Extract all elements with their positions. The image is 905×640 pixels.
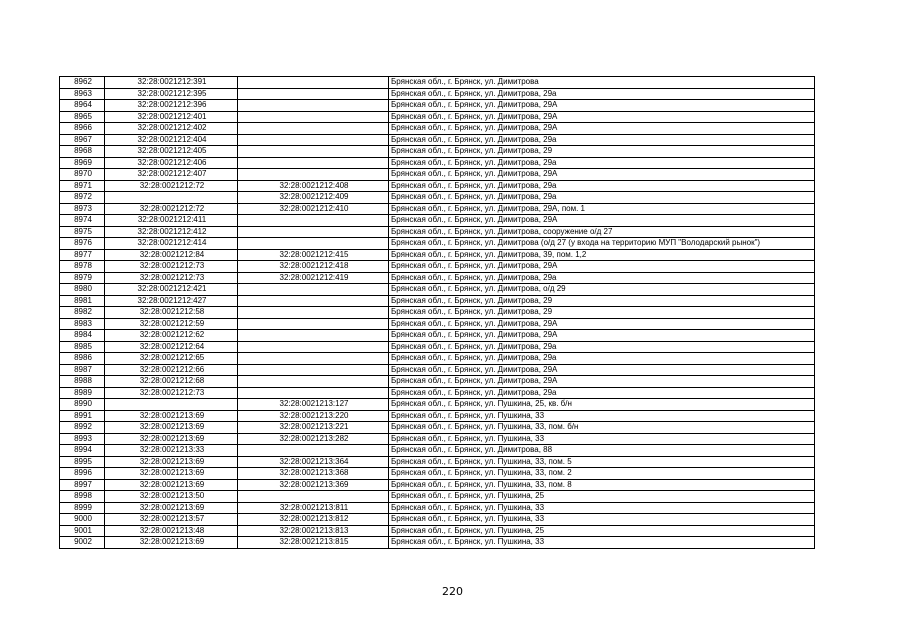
- address-cell: Брянская обл., г. Брянск, ул. Димитрова, 29А: [389, 364, 815, 376]
- row-number-cell: 8971: [60, 180, 105, 192]
- parent-cadastral-number-cell: [238, 364, 389, 376]
- parent-cadastral-number-cell: [238, 88, 389, 100]
- row-number-cell: 9000: [60, 514, 105, 526]
- row-number-cell: 8998: [60, 491, 105, 503]
- cadastral-number-cell: 32:28:0021212:404: [105, 134, 238, 146]
- row-number-cell: 9002: [60, 537, 105, 549]
- parent-cadastral-number-cell: [238, 318, 389, 330]
- row-number-cell: 8981: [60, 295, 105, 307]
- row-number-cell: 8987: [60, 364, 105, 376]
- cadastral-number-cell: 32:28:0021212:402: [105, 123, 238, 135]
- table-row: [60, 330, 815, 342]
- address-cell: Брянская обл., г. Брянск, ул. Пушкина, 33, пом. 8: [389, 479, 815, 491]
- cadastral-number-cell: 32:28:0021213:69: [105, 468, 238, 480]
- address-cell: Брянская обл., г. Брянск, ул. Димитрова, 39, пом. 1,2: [389, 249, 815, 261]
- cadastral-number-cell: 32:28:0021213:33: [105, 445, 238, 457]
- table-row: [60, 341, 815, 353]
- address-cell: Брянская обл., г. Брянск, ул. Димитрова, 29А: [389, 261, 815, 273]
- table-row: [60, 456, 815, 468]
- address-cell: Брянская обл., г. Брянск, ул. Пушкина, 33, пом. 2: [389, 468, 815, 480]
- address-cell: Брянская обл., г. Брянск, ул. Пушкина, 33: [389, 433, 815, 445]
- table-row: [60, 88, 815, 100]
- address-cell: Брянская обл., г. Брянск, ул. Димитрова, 29А: [389, 123, 815, 135]
- parent-cadastral-number-cell: [238, 491, 389, 503]
- parent-cadastral-number-cell: 32:28:0021213:364: [238, 456, 389, 468]
- parent-cadastral-number-cell: 32:28:0021212:418: [238, 261, 389, 273]
- cadastral-number-cell: 32:28:0021213:48: [105, 525, 238, 537]
- table-row: [60, 376, 815, 388]
- address-cell: Брянская обл., г. Брянск, ул. Димитрова, 88: [389, 445, 815, 457]
- parent-cadastral-number-cell: 32:28:0021213:368: [238, 468, 389, 480]
- address-cell: Брянская обл., г. Брянск, ул. Пушкина, 33, пом. б/н: [389, 422, 815, 434]
- table-row: [60, 123, 815, 135]
- row-number-cell: 8982: [60, 307, 105, 319]
- row-number-cell: 8963: [60, 88, 105, 100]
- table-row: [60, 203, 815, 215]
- cadastral-number-cell: 32:28:0021212:421: [105, 284, 238, 296]
- address-cell: Брянская обл., г. Брянск, ул. Пушкина, 25: [389, 525, 815, 537]
- parent-cadastral-number-cell: [238, 341, 389, 353]
- table-row: [60, 192, 815, 204]
- table-row: [60, 491, 815, 503]
- row-number-cell: 8999: [60, 502, 105, 514]
- parent-cadastral-number-cell: [238, 100, 389, 112]
- cadastral-number-cell: 32:28:0021212:59: [105, 318, 238, 330]
- cadastral-number-cell: 32:28:0021212:68: [105, 376, 238, 388]
- row-number-cell: 8969: [60, 157, 105, 169]
- parent-cadastral-number-cell: [238, 123, 389, 135]
- address-cell: Брянская обл., г. Брянск, ул. Димитрова, 29а: [389, 353, 815, 365]
- table-row: [60, 387, 815, 399]
- address-cell: Брянская обл., г. Брянск, ул. Димитрова, 29а: [389, 341, 815, 353]
- address-cell: Брянская обл., г. Брянск, ул. Пушкина, 33: [389, 502, 815, 514]
- row-number-cell: 8994: [60, 445, 105, 457]
- address-cell: Брянская обл., г. Брянск, ул. Димитрова, 29А: [389, 169, 815, 181]
- table-row: [60, 422, 815, 434]
- address-cell: Брянская обл., г. Брянск, ул. Димитрова, 29а: [389, 272, 815, 284]
- cadastral-number-cell: 32:28:0021212:72: [105, 203, 238, 215]
- row-number-cell: 8973: [60, 203, 105, 215]
- row-number-cell: 9001: [60, 525, 105, 537]
- cadastral-number-cell: 32:28:0021212:407: [105, 169, 238, 181]
- row-number-cell: 8967: [60, 134, 105, 146]
- address-cell: Брянская обл., г. Брянск, ул. Димитрова, 29: [389, 307, 815, 319]
- parent-cadastral-number-cell: [238, 387, 389, 399]
- table-row: [60, 525, 815, 537]
- address-cell: Брянская обл., г. Брянск, ул. Димитрова, 29: [389, 295, 815, 307]
- table-row: [60, 445, 815, 457]
- cadastral-number-cell: [105, 192, 238, 204]
- cadastral-number-cell: 32:28:0021212:406: [105, 157, 238, 169]
- cadastral-number-cell: 32:28:0021212:58: [105, 307, 238, 319]
- table-row: [60, 249, 815, 261]
- row-number-cell: 8978: [60, 261, 105, 273]
- parent-cadastral-number-cell: 32:28:0021213:815: [238, 537, 389, 549]
- table-row: [60, 284, 815, 296]
- address-cell: Брянская обл., г. Брянск, ул. Димитрова, 29А: [389, 330, 815, 342]
- table-row: [60, 272, 815, 284]
- address-cell: Брянская обл., г. Брянск, ул. Димитрова, 29А, пом. 1: [389, 203, 815, 215]
- row-number-cell: 8962: [60, 77, 105, 89]
- address-cell: Брянская обл., г. Брянск, ул. Димитрова, 29а: [389, 192, 815, 204]
- parent-cadastral-number-cell: 32:28:0021212:415: [238, 249, 389, 261]
- table-row: [60, 433, 815, 445]
- row-number-cell: 8975: [60, 226, 105, 238]
- row-number-cell: 8992: [60, 422, 105, 434]
- row-number-cell: 8976: [60, 238, 105, 250]
- row-number-cell: 8991: [60, 410, 105, 422]
- parent-cadastral-number-cell: 32:28:0021213:813: [238, 525, 389, 537]
- address-cell: Брянская обл., г. Брянск, ул. Димитрова, 29: [389, 146, 815, 158]
- parent-cadastral-number-cell: 32:28:0021213:127: [238, 399, 389, 411]
- address-cell: Брянская обл., г. Брянск, ул. Пушкина, 33: [389, 514, 815, 526]
- address-cell: Брянская обл., г. Брянск, ул. Пушкина, 33: [389, 410, 815, 422]
- cadastral-number-cell: 32:28:0021213:69: [105, 502, 238, 514]
- row-number-cell: 8983: [60, 318, 105, 330]
- parent-cadastral-number-cell: 32:28:0021212:409: [238, 192, 389, 204]
- cadastral-number-cell: 32:28:0021212:412: [105, 226, 238, 238]
- table-row: [60, 399, 815, 411]
- cadastral-number-cell: 32:28:0021212:414: [105, 238, 238, 250]
- parent-cadastral-number-cell: [238, 238, 389, 250]
- cadastral-number-cell: 32:28:0021212:405: [105, 146, 238, 158]
- row-number-cell: 8974: [60, 215, 105, 227]
- cadastral-number-cell: 32:28:0021212:65: [105, 353, 238, 365]
- cadastral-number-cell: 32:28:0021213:69: [105, 456, 238, 468]
- parent-cadastral-number-cell: [238, 215, 389, 227]
- row-number-cell: 8995: [60, 456, 105, 468]
- cadastral-number-cell: 32:28:0021213:57: [105, 514, 238, 526]
- cadastral-number-cell: 32:28:0021213:69: [105, 537, 238, 549]
- table-row: [60, 514, 815, 526]
- cadastral-number-cell: 32:28:0021212:401: [105, 111, 238, 123]
- table-row: [60, 502, 815, 514]
- address-cell: Брянская обл., г. Брянск, ул. Димитрова: [389, 77, 815, 89]
- parent-cadastral-number-cell: 32:28:0021212:408: [238, 180, 389, 192]
- parent-cadastral-number-cell: 32:28:0021213:812: [238, 514, 389, 526]
- table-row: [60, 215, 815, 227]
- cadastral-number-cell: 32:28:0021213:50: [105, 491, 238, 503]
- address-cell: Брянская обл., г. Брянск, ул. Димитрова, 29А: [389, 100, 815, 112]
- table-row: [60, 226, 815, 238]
- row-number-cell: 8986: [60, 353, 105, 365]
- parent-cadastral-number-cell: [238, 330, 389, 342]
- parent-cadastral-number-cell: [238, 295, 389, 307]
- parent-cadastral-number-cell: [238, 111, 389, 123]
- row-number-cell: 8993: [60, 433, 105, 445]
- parent-cadastral-number-cell: [238, 77, 389, 89]
- table-row: [60, 537, 815, 549]
- cadastral-number-cell: 32:28:0021212:73: [105, 272, 238, 284]
- row-number-cell: 8984: [60, 330, 105, 342]
- table-row: [60, 479, 815, 491]
- row-number-cell: 8968: [60, 146, 105, 158]
- table-row: [60, 295, 815, 307]
- table-row: [60, 353, 815, 365]
- cadastral-number-cell: 32:28:0021212:396: [105, 100, 238, 112]
- page-number: 220: [442, 585, 463, 598]
- row-number-cell: 8979: [60, 272, 105, 284]
- cadastral-number-cell: 32:28:0021213:69: [105, 410, 238, 422]
- parent-cadastral-number-cell: [238, 353, 389, 365]
- address-cell: Брянская обл., г. Брянск, ул. Пушкина, 25: [389, 491, 815, 503]
- row-number-cell: 8972: [60, 192, 105, 204]
- table-row: [60, 157, 815, 169]
- row-number-cell: 8980: [60, 284, 105, 296]
- cadastral-number-cell: 32:28:0021213:69: [105, 479, 238, 491]
- table-row: [60, 134, 815, 146]
- table-row: [60, 77, 815, 89]
- parent-cadastral-number-cell: [238, 445, 389, 457]
- table-row: [60, 146, 815, 158]
- cadastral-number-cell: 32:28:0021212:73: [105, 261, 238, 273]
- parent-cadastral-number-cell: 32:28:0021213:220: [238, 410, 389, 422]
- cadastral-number-cell: 32:28:0021212:66: [105, 364, 238, 376]
- table-row: [60, 468, 815, 480]
- address-cell: Брянская обл., г. Брянск, ул. Димитрова, 29А: [389, 111, 815, 123]
- property-registry-table: [59, 76, 815, 549]
- address-cell: Брянская обл., г. Брянск, ул. Димитрова, 29а: [389, 387, 815, 399]
- address-cell: Брянская обл., г. Брянск, ул. Димитрова, о/д 29: [389, 284, 815, 296]
- cadastral-number-cell: 32:28:0021212:84: [105, 249, 238, 261]
- row-number-cell: 8996: [60, 468, 105, 480]
- table-row: [60, 307, 815, 319]
- cadastral-number-cell: 32:28:0021212:411: [105, 215, 238, 227]
- parent-cadastral-number-cell: 32:28:0021213:282: [238, 433, 389, 445]
- address-cell: Брянская обл., г. Брянск, ул. Димитрова (о/д 27 (у входа на территорию МУП "Володарский рынок"): [389, 238, 815, 250]
- cadastral-number-cell: 32:28:0021212:72: [105, 180, 238, 192]
- row-number-cell: 8988: [60, 376, 105, 388]
- address-cell: Брянская обл., г. Брянск, ул. Пушкина, 33, пом. 5: [389, 456, 815, 468]
- address-cell: Брянская обл., г. Брянск, ул. Димитрова, 29А: [389, 318, 815, 330]
- parent-cadastral-number-cell: [238, 157, 389, 169]
- parent-cadastral-number-cell: [238, 284, 389, 296]
- address-cell: Брянская обл., г. Брянск, ул. Пушкина, 33: [389, 537, 815, 549]
- parent-cadastral-number-cell: [238, 134, 389, 146]
- cadastral-number-cell: 32:28:0021213:69: [105, 422, 238, 434]
- parent-cadastral-number-cell: [238, 376, 389, 388]
- parent-cadastral-number-cell: 32:28:0021213:811: [238, 502, 389, 514]
- table-row: [60, 100, 815, 112]
- row-number-cell: 8965: [60, 111, 105, 123]
- parent-cadastral-number-cell: 32:28:0021212:410: [238, 203, 389, 215]
- cadastral-number-cell: 32:28:0021212:73: [105, 387, 238, 399]
- row-number-cell: 8989: [60, 387, 105, 399]
- row-number-cell: 8964: [60, 100, 105, 112]
- table-row: [60, 238, 815, 250]
- cadastral-number-cell: 32:28:0021213:69: [105, 433, 238, 445]
- cadastral-number-cell: 32:28:0021212:427: [105, 295, 238, 307]
- address-cell: Брянская обл., г. Брянск, ул. Димитрова, 29А: [389, 215, 815, 227]
- address-cell: Брянская обл., г. Брянск, ул. Димитрова, 29а: [389, 180, 815, 192]
- cadastral-number-cell: 32:28:0021212:391: [105, 77, 238, 89]
- address-cell: Брянская обл., г. Брянск, ул. Димитрова, 29А: [389, 376, 815, 388]
- parent-cadastral-number-cell: 32:28:0021212:419: [238, 272, 389, 284]
- table-row: [60, 410, 815, 422]
- row-number-cell: 8997: [60, 479, 105, 491]
- row-number-cell: 8985: [60, 341, 105, 353]
- cadastral-number-cell: [105, 399, 238, 411]
- parent-cadastral-number-cell: 32:28:0021213:369: [238, 479, 389, 491]
- address-cell: Брянская обл., г. Брянск, ул. Димитрова, 29а: [389, 88, 815, 100]
- parent-cadastral-number-cell: [238, 169, 389, 181]
- parent-cadastral-number-cell: 32:28:0021213:221: [238, 422, 389, 434]
- parent-cadastral-number-cell: [238, 307, 389, 319]
- table-row: [60, 261, 815, 273]
- row-number-cell: 8977: [60, 249, 105, 261]
- table-row: [60, 318, 815, 330]
- address-cell: Брянская обл., г. Брянск, ул. Димитрова, 29а: [389, 157, 815, 169]
- table-row: [60, 111, 815, 123]
- parent-cadastral-number-cell: [238, 146, 389, 158]
- cadastral-number-cell: 32:28:0021212:395: [105, 88, 238, 100]
- address-cell: Брянская обл., г. Брянск, ул. Димитрова, 29а: [389, 134, 815, 146]
- table-row: [60, 364, 815, 376]
- row-number-cell: 8990: [60, 399, 105, 411]
- address-cell: Брянская обл., г. Брянск, ул. Димитрова, сооружение о/д 27: [389, 226, 815, 238]
- row-number-cell: 8966: [60, 123, 105, 135]
- registry-table-body: [60, 77, 815, 549]
- cadastral-number-cell: 32:28:0021212:62: [105, 330, 238, 342]
- table-row: [60, 169, 815, 181]
- table-row: [60, 180, 815, 192]
- address-cell: Брянская обл., г. Брянск, ул. Пушкина, 25, кв. б/н: [389, 399, 815, 411]
- parent-cadastral-number-cell: [238, 226, 389, 238]
- cadastral-number-cell: 32:28:0021212:64: [105, 341, 238, 353]
- row-number-cell: 8970: [60, 169, 105, 181]
